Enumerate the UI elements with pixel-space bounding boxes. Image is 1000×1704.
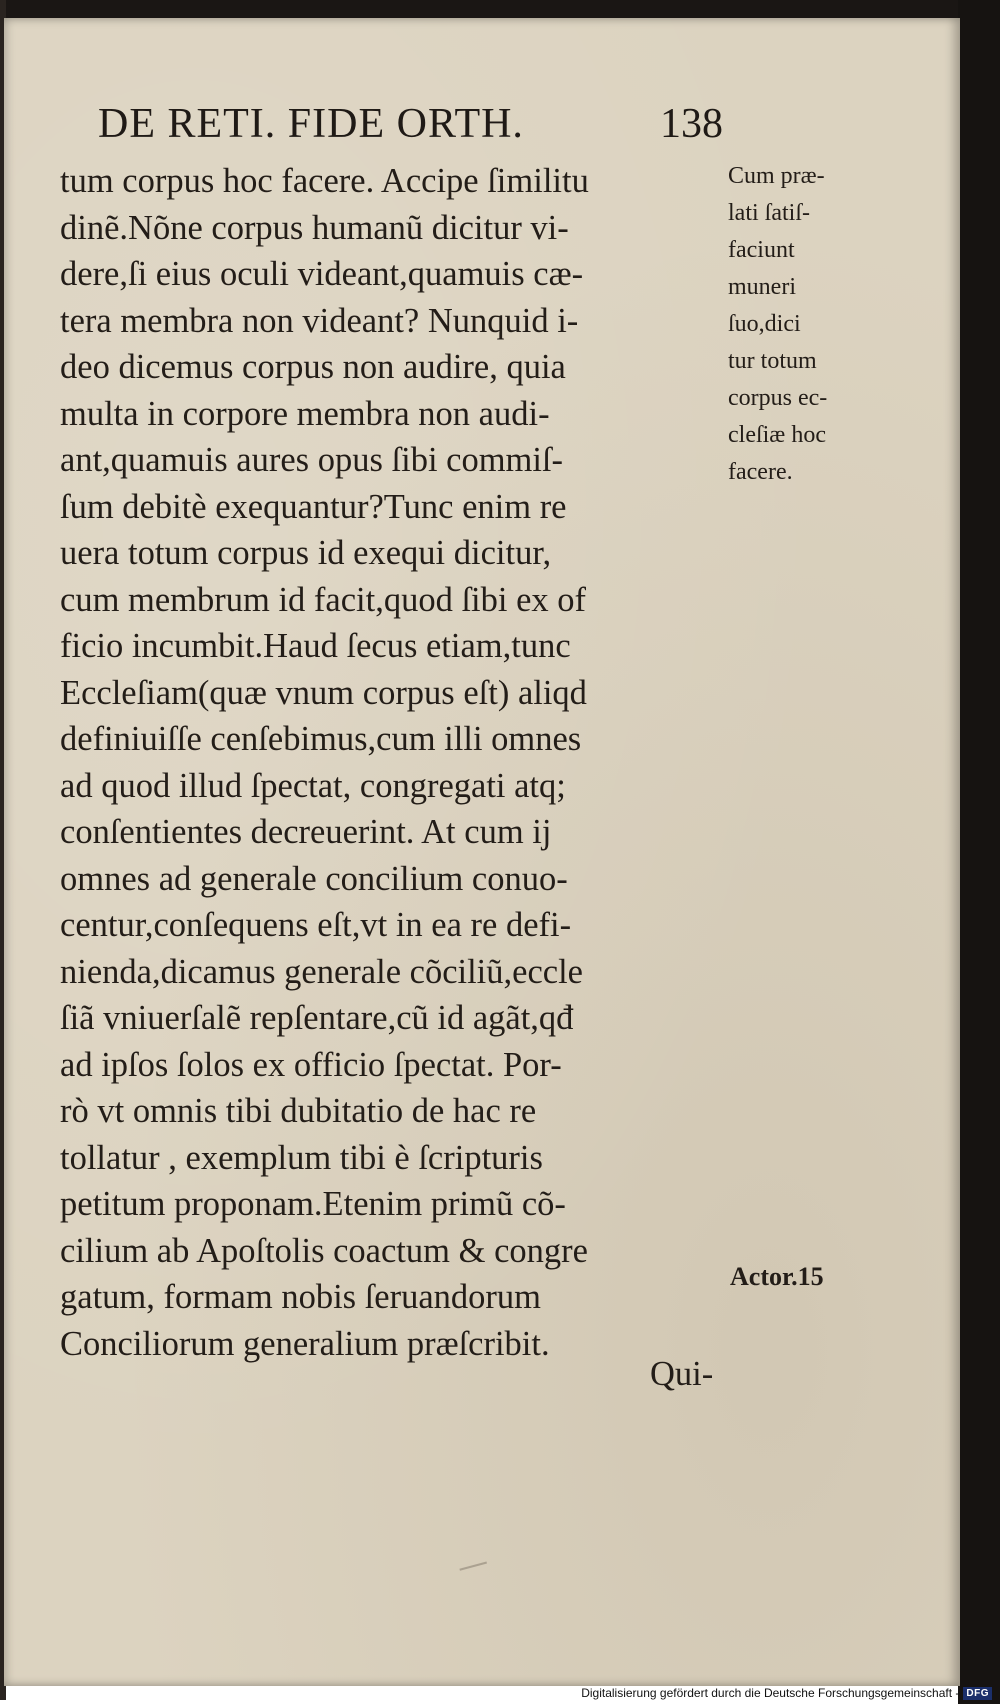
text-line: ficio incumbit.Haud ſecus etiam,tunc (60, 627, 571, 665)
marginal-note-line: ſuo,dici (728, 311, 801, 337)
scan-top-border (0, 0, 1000, 20)
text-line: dere,ſi eius oculi videant,quamuis cæ- (60, 255, 584, 293)
page-number: 138 (660, 101, 723, 147)
text-line: ad ipſos ſolos ex officio ſpectat. Por- (60, 1045, 562, 1084)
text-line: petitum proponam.Etenim primũ cõ- (60, 1185, 566, 1223)
scan-right-border (958, 0, 1000, 1704)
text-line: Conciliorum generalium præſcribit. (60, 1324, 550, 1363)
text-line: cilium ab Apoſtolis coactum & congre (60, 1231, 588, 1270)
text-line: dinẽ.Nõne corpus humanũ dicitur vi- (60, 208, 569, 247)
marginal-note-line: lati ſatiſ- (728, 200, 810, 226)
text-line: ant,quamuis aures opus ſibi commiſ- (60, 441, 564, 479)
marginal-note-line: faciunt (728, 237, 795, 263)
text-line: centur,conſequens eſt,vt in ea re defi- (60, 906, 572, 944)
catchword: Qui- (650, 1355, 714, 1393)
footer-credit: Digitalisierung gefördert durch die Deutsche Forschungsgemeinschaft - (581, 1686, 960, 1700)
text-line: ad quod illud ſpectat, congregati atq; (60, 766, 566, 805)
text-line: tum corpus hoc facere. Accipe ſimilitu (60, 162, 589, 200)
text-line: ſiã vniuerſalẽ repſentare,cũ id agãt,qđ (60, 999, 574, 1037)
marginal-note-line: tur totum (728, 348, 817, 374)
text-line: deo dicemus corpus non audire, quia (60, 348, 566, 386)
text-line: tera membra non videant? Nunquid i- (60, 301, 579, 340)
marginal-note-line: muneri (728, 274, 796, 300)
text-line: ſum debitè exequantur?Tunc enim re (60, 487, 567, 526)
text-line: conſentientes decreuerint. At cum ij (60, 813, 552, 851)
text-line: uera totum corpus id exequi dicitur, (60, 534, 552, 572)
text-line: gatum, formam nobis ſeruandorum (60, 1278, 541, 1316)
marginal-note-line: facere. (728, 459, 793, 485)
digitization-footer (581, 1686, 992, 1700)
text-line: cum membrum id facit,quod ſibi ex of (60, 580, 587, 619)
marginal-scripture-reference: Actor.15 (730, 1262, 824, 1291)
text-line: tollatur , exemplum tibi è ſcripturis (60, 1138, 543, 1177)
marginal-note-line: cleſiæ hoc (728, 422, 826, 448)
text-line: Eccleſiam(quæ vnum corpus eſt) aliqd (60, 673, 587, 712)
text-line: definiuiſſe cenſebimus,cum illi omnes (60, 720, 582, 758)
text-line: nienda,dicamus generale cõciliũ,eccle (60, 952, 583, 991)
main-text-block (60, 158, 720, 1367)
marginal-note-line: Cum præ- (728, 163, 825, 189)
dfg-logo-icon: DFG (963, 1687, 992, 1700)
marginal-note-line: corpus ec- (728, 385, 828, 411)
running-title: DE RETI. FIDE ORTH. (98, 101, 524, 147)
marginal-note (728, 158, 888, 491)
text-line: omnes ad generale concilium conuo- (60, 859, 568, 898)
text-line: multa in corpore membra non audi- (60, 394, 550, 433)
text-line: rò vt omnis tibi dubitatio de hac re (60, 1092, 537, 1130)
